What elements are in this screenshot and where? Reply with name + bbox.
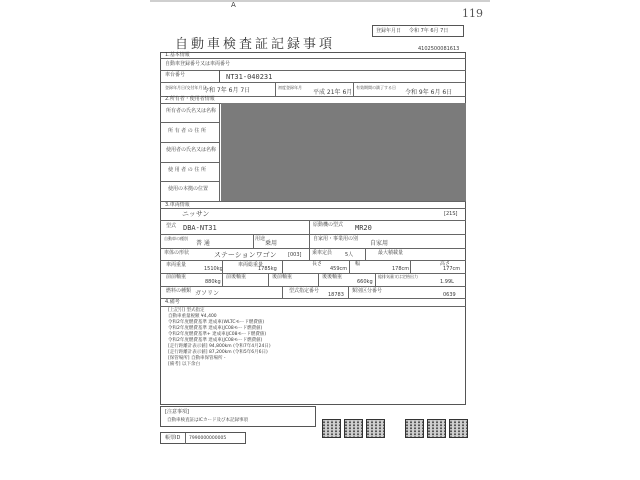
notice-text: 自動車検査証はICカード及び本記録事項: [167, 418, 248, 423]
fuel-type-label: 燃料の種類: [166, 288, 192, 294]
fuel-type-value: ガソリン: [195, 290, 220, 297]
expiry-value: 令和 9年 6月 6日: [405, 89, 453, 96]
remark-line: 令和2年度燃費基準 達成車(JC08モード燃費値): [168, 326, 263, 331]
remark-line: 自動車重量税額 ¥4,400: [168, 314, 217, 319]
maker-code: [21S]: [444, 211, 458, 217]
purpose-label: 自家用・事業用の別: [313, 236, 359, 242]
qr-code: [322, 419, 341, 438]
vehicle-type-value: 普 通: [196, 240, 210, 247]
gross-weight-label: 車両総重量: [238, 262, 264, 268]
first-registration-value: 平成 21年 6月: [313, 89, 353, 96]
qr-code: [427, 419, 446, 438]
document-number: 4102500081613: [418, 46, 460, 52]
category-number-label: 類別区分番号: [352, 288, 383, 294]
height-value: 177cm: [443, 266, 461, 272]
use-value: 乗用: [265, 240, 278, 247]
remark-line: [備考] 以下余白: [168, 362, 200, 367]
qr-code: [366, 419, 385, 438]
form-id-box: [160, 432, 246, 444]
width-value: 178cm: [392, 266, 410, 272]
issue-date-value: 令和 7年 6月 7日: [203, 87, 251, 94]
document-title: 自動車検査証記録事項: [175, 37, 336, 52]
chassis-number-value: NT31-040231: [226, 73, 273, 81]
issue-date-label: 登録年月日/交付年月日: [165, 85, 207, 90]
page-number: 119: [462, 7, 483, 20]
capacity-label: 乗車定員: [312, 250, 333, 256]
registration-date-label: 登録年月日: [376, 28, 402, 34]
body-shape-label: 車体の形状: [164, 250, 190, 256]
vehicle-type-label: 自動車の種別: [164, 236, 188, 241]
length-label: 長さ: [312, 261, 323, 267]
purpose-value: 自家用: [370, 240, 389, 247]
type-designation-value: 18783: [328, 292, 344, 298]
expiry-label: 有効期間の満了する日: [356, 85, 396, 90]
maker-value: ニッサン: [182, 210, 210, 218]
remark-line: [保管場所] 自動車保管場所 -: [168, 356, 226, 361]
owner-address-label: 所 有 者 の 住 所: [168, 128, 206, 134]
length-value: 459cm: [330, 266, 348, 272]
engine-model-label: 原動機の型式: [313, 222, 344, 228]
registration-number-label: 自動車登録番号又は車両番号: [165, 61, 231, 67]
remark-line: 令和2年度燃費基準 達成車(WLTCモード燃費値): [168, 320, 265, 325]
remark-line: 令和2年度燃費基準 達成車(JC08モード燃費値): [168, 338, 263, 343]
max-load-label: 最大積載量: [378, 250, 404, 256]
form-id-value: 7990000000005: [189, 436, 227, 441]
qr-code: [344, 419, 363, 438]
width-label: 幅: [355, 261, 361, 267]
rear-front-axle-label: 後前軸重: [272, 274, 293, 280]
gross-weight-value: 1785kg: [258, 266, 277, 272]
first-registration-label: 初度登録年月: [278, 85, 302, 90]
registration-date-value: 令和 7年 6月 7日: [409, 28, 449, 34]
front-front-axle-label: 前前軸重: [166, 274, 187, 280]
model-label: 型式: [166, 223, 177, 229]
user-name-label: 使用者の氏名又は名称: [166, 147, 217, 153]
form-id-label: 帳票ID: [165, 435, 181, 441]
owner-name-label: 所有者の氏名又は名称: [166, 108, 217, 114]
section-2-heading: 2.所有者・使用者情報: [165, 96, 215, 102]
height-label: 高さ: [440, 261, 451, 267]
vehicle-weight-label: 車両重量: [166, 262, 187, 268]
body-shape-value: ステーションワゴン: [214, 251, 277, 259]
use-label: 用途: [255, 236, 266, 242]
user-address-label: 使 用 者 の 住 所: [168, 167, 206, 173]
qr-code: [405, 419, 424, 438]
front-rear-axle-label: 前後軸重: [226, 274, 247, 280]
scan-edge-top: [150, 0, 490, 2]
rear-rear-axle-label: 後後軸重: [322, 274, 343, 280]
vehicle-weight-value: 1510kg: [204, 266, 223, 272]
type-designation-label: 型式指定番号: [289, 288, 320, 294]
remark-line: [走行距離計表示値] 87,200km (令和5年6月6日): [168, 350, 268, 355]
notice-box: [160, 406, 316, 427]
displacement-label: 総排気量又は定格出力: [378, 274, 418, 279]
section-3-heading: 3.車両情報: [165, 202, 190, 208]
front-front-axle-value: 880kg: [205, 279, 221, 285]
category-number-value: 0639: [443, 292, 456, 298]
remark-line: [走行距離計表示値] 94,800km (令和7年4月24日): [168, 344, 271, 349]
corner-mark: A: [231, 1, 236, 9]
rear-rear-axle-value: 660kg: [357, 279, 373, 285]
section-4-heading: 4.備考: [165, 299, 180, 305]
displacement-value: 1.99L: [440, 279, 454, 285]
body-shape-code: [003]: [288, 252, 302, 258]
remark-line: 令和2年度燃費基準+ 達成車(JC08モード燃費値): [168, 332, 267, 337]
model-value: DBA-NT31: [183, 224, 217, 232]
section-1-heading: 1.基本情報: [165, 52, 190, 58]
redacted-owner-info: [221, 103, 466, 201]
notice-title: [注意事項]: [165, 409, 189, 415]
engine-model-value: MR20: [355, 224, 372, 232]
remark-line: [上記引] 型式指定: [168, 308, 205, 313]
chassis-number-label: 車台番号: [165, 72, 186, 78]
qr-code: [449, 419, 468, 438]
capacity-value: 5人: [345, 252, 354, 258]
registration-date-box: [372, 25, 464, 37]
base-location-label: 使用の本拠の位置: [168, 186, 209, 192]
